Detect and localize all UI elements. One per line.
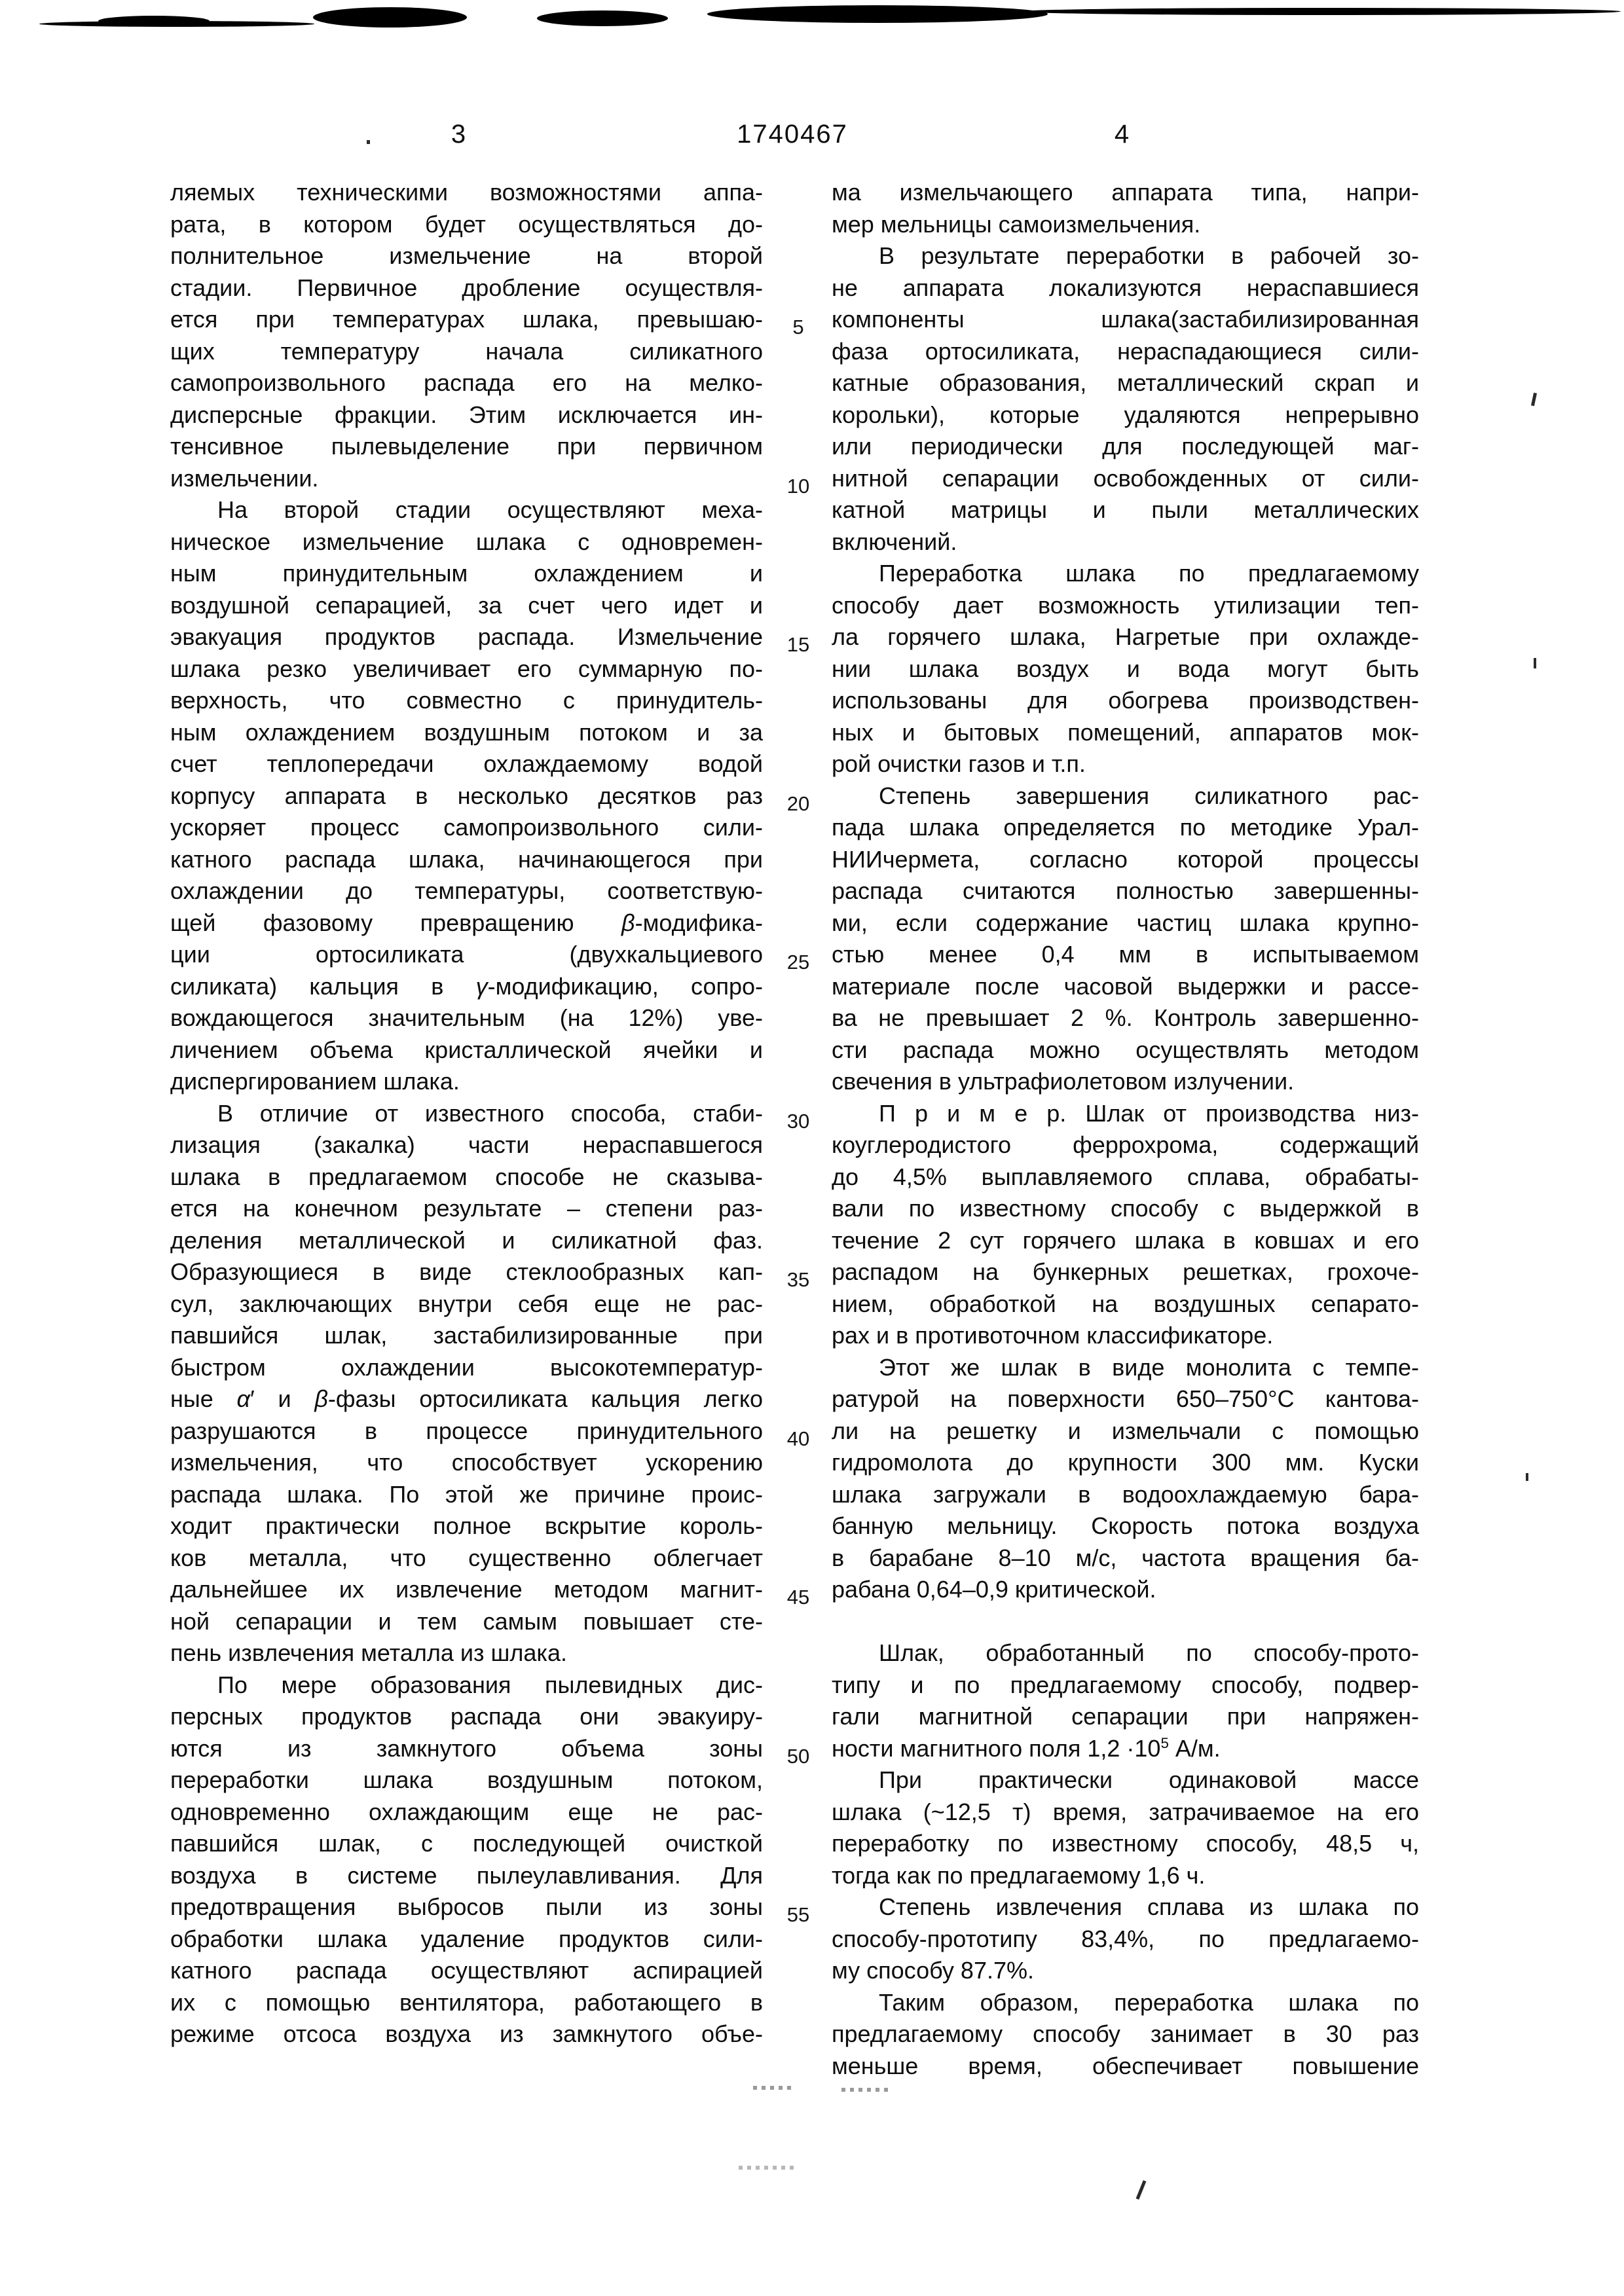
text-line: ных и бытовых помещений, аппаратов мок-: [832, 718, 1419, 746]
scan-dashes: [739, 2166, 796, 2170]
scan-smudge: [98, 16, 210, 26]
text-line: в барабане 8–10 м/с, частота вращения ба-: [832, 1544, 1419, 1571]
text-line: ляемых техническими возможностями аппа-: [170, 179, 763, 206]
text-line: до 4,5% выплавляемого сплава, обрабаты-: [832, 1163, 1419, 1190]
text-line: ускоряет процесс самопроизвольного сили-: [170, 814, 763, 841]
text-line: шлака резко увеличивает его суммарную по-: [170, 655, 763, 682]
text-line: тогда как по предлагаемому 1,6 ч.: [832, 1861, 1206, 1889]
text-line: ническое измельчение шлака с одновремен-: [170, 528, 763, 555]
text-line: пень извлечения металла из шлака.: [170, 1639, 567, 1666]
line-number: 15: [786, 633, 810, 656]
text-line: В отличие от известного способа, стаби-: [217, 1099, 763, 1127]
scan-speck: [1136, 2180, 1147, 2200]
text-line: катного распада шлака, начинающегося при: [170, 845, 763, 873]
text-line: ным принудительным охлаждением и: [170, 560, 763, 587]
text-line: рах и в противоточном классификаторе.: [832, 1322, 1274, 1349]
text-line: измельчения, что способствует ускорению: [170, 1449, 763, 1476]
text-line: ной сепарации и тем самым повышает сте-: [170, 1607, 763, 1635]
text-line: способу-прототипу 83,4%, по предлагаемо-: [832, 1925, 1419, 1952]
text-line: ются из замкнутого объема зоны: [170, 1734, 763, 1762]
text-line: верхность, что совместно с принудитель-: [170, 687, 763, 714]
page-number-left: 3: [451, 120, 466, 149]
text-line: или периодически для последующей маг-: [832, 433, 1419, 460]
text-line: мер мельницы самоизмельчения.: [832, 210, 1201, 238]
line-number: 10: [786, 474, 810, 498]
text-line: не аппарата локализуются нераспавшиеся: [832, 274, 1419, 301]
text-line: материале после часовой выдержки и рассе-: [832, 972, 1419, 1000]
text-line: воздушной сепарацией, за счет чего идет и: [170, 591, 763, 619]
text-line: нием, обработкой на воздушных сепарато-: [832, 1290, 1419, 1317]
text-line: катной матрицы и пыли металлических: [832, 496, 1419, 523]
text-line: катные образования, металлический скрап и: [832, 369, 1419, 396]
text-line: шлака (~12,5 т) время, затрачиваемое на его: [832, 1798, 1419, 1825]
text-line: самопроизвольного распада его на мелко-: [170, 369, 763, 396]
text-line: Шлак, обработанный по способу-прото-: [879, 1639, 1419, 1666]
text-line: охлаждении до температуры, соответствую-: [170, 877, 763, 904]
text-line: способу дает возможность утилизации теп-: [832, 591, 1419, 619]
text-line: катного распада осуществляют аспирацией: [170, 1957, 763, 1984]
text-line: рой очистки газов и т.п.: [832, 750, 1086, 777]
scan-speck: [1526, 1473, 1528, 1481]
text-line: шлака загружали в водоохлаждаемую бара-: [832, 1480, 1419, 1508]
text-line: рабана 0,64–0,9 критической.: [832, 1576, 1156, 1603]
text-line: вождающегося значительным (на 12%) уве-: [170, 1004, 763, 1031]
text-line: распада шлака. По этой же причине проис-: [170, 1480, 763, 1508]
text-line: шлака в предлагаемом способе не сказыва-: [170, 1163, 763, 1190]
scan-smudge: [707, 5, 1048, 23]
text-line: их с помощью вентилятора, работающего в: [170, 1988, 763, 2016]
scan-dashes: [753, 2086, 796, 2090]
text-line: ным охлаждением воздушным потоком и за: [170, 718, 763, 746]
line-number: 25: [786, 951, 810, 974]
text-line: П р и м е р. Шлак от производства низ-: [879, 1099, 1419, 1127]
text-line: щих температуру начала силикатного: [170, 337, 763, 365]
text-line: эвакуация продуктов распада. Измельчение: [170, 623, 763, 650]
text-line: ные α′ и β-фазы ортосиликата кальция легко: [170, 1385, 763, 1412]
text-line: Таким образом, переработка шлака по: [879, 1988, 1419, 2016]
text-line: полнительное измельчение на второй: [170, 242, 763, 269]
line-number: 20: [786, 792, 810, 815]
text-line: персных продуктов распада они эвакуиру-: [170, 1703, 763, 1730]
scan-smudge: [313, 7, 467, 27]
line-number: 35: [786, 1268, 810, 1291]
text-line: личением объема кристаллической ячейки и: [170, 1036, 763, 1063]
text-line: сти распада можно осуществлять методом: [832, 1036, 1419, 1063]
text-line: переработки шлака воздушным потоком,: [170, 1766, 763, 1793]
text-line: По мере образования пылевидных дис-: [217, 1671, 763, 1698]
text-line: гидромолота до крупности 300 мм. Куски: [832, 1449, 1419, 1476]
text-line: В результате переработки в рабочей зо-: [879, 242, 1419, 269]
text-line: использованы для обогрева производствен-: [832, 687, 1419, 714]
text-line: Степень завершения силикатного рас-: [879, 782, 1419, 809]
page-number-right: 4: [1114, 120, 1130, 149]
text-line: деления металлической и силикатной фаз.: [170, 1226, 763, 1254]
text-line: вали по известному способу с выдержкой в: [832, 1195, 1419, 1222]
text-line: типу и по предлагаемому способу, подвер-: [832, 1671, 1419, 1698]
text-line: При практически одинаковой массе: [879, 1766, 1419, 1793]
text-line: пада шлака определяется по методике Урал-: [832, 814, 1419, 841]
text-line: воздуха в системе пылеулавливания. Для: [170, 1861, 763, 1889]
text-line: одновременно охлаждающим еще не рас-: [170, 1798, 763, 1825]
line-number: 5: [792, 316, 804, 338]
scan-speck: [367, 140, 370, 144]
line-number: 30: [786, 1109, 810, 1133]
scan-smudge: [537, 10, 668, 26]
right-column: [832, 177, 1419, 2082]
text-line: ности магнитного поля $1,2 \cdot 10^5$ А/м.: [832, 1734, 1221, 1762]
text-line: гали магнитной сепарации при напряжен-: [832, 1703, 1419, 1730]
text-line: ми, если содержание частиц шлака крупно-: [832, 909, 1419, 936]
text-line: распада считаются полностью завершенны-: [832, 877, 1419, 904]
text-line: ется на конечном результате – степени раз-: [170, 1195, 763, 1222]
text-line: павшийся шлак, с последующей очисткой: [170, 1830, 763, 1857]
text-line: рата, в котором будет осуществляться до-: [170, 210, 763, 238]
text-line: му способу 87.7%.: [832, 1957, 1035, 1984]
text-line: течение 2 сут горячего шлака в ковшах и его: [832, 1226, 1419, 1254]
text-line: банную мельницу. Скорость потока воздуха: [832, 1512, 1419, 1539]
line-number: 50: [786, 1744, 810, 1768]
text-line: быстром охлаждении высокотемператур-: [170, 1353, 763, 1381]
text-line: тенсивное пылевыделение при первичном: [170, 433, 763, 460]
line-number: 45: [786, 1586, 810, 1609]
text-line: компоненты шлака(застабилизированная: [832, 306, 1419, 333]
blank-line: [832, 1606, 1419, 1638]
text-line: стью менее 0,4 мм в испытываемом: [832, 941, 1419, 968]
text-line: Переработка шлака по предлагаемому: [879, 560, 1419, 587]
text-line: сул, заключающих внутри себя еще не рас-: [170, 1290, 763, 1317]
text-line: ков металла, что существенно облегчает: [170, 1544, 763, 1571]
text-line: предотвращения выбросов пыли из зоны: [170, 1893, 763, 1920]
text-line: нитной сепарации освобожденных от сили-: [832, 464, 1419, 492]
text-line: разрушаются в процессе принудительного: [170, 1417, 763, 1444]
text-line: НИИчермета, согласно которой процессы: [832, 845, 1419, 873]
text-line: дальнейшее их извлечение методом магнит-: [170, 1576, 763, 1603]
text-line: павшийся шлак, застабилизированные при: [170, 1322, 763, 1349]
text-line: нии шлака воздух и вода могут быть: [832, 655, 1419, 682]
text-line: Этот же шлак в виде монолита с темпе-: [879, 1353, 1419, 1381]
text-line: лизация (закалка) части нераспавшегося: [170, 1131, 763, 1158]
text-line: меньше время, обеспечивает повышение: [832, 2052, 1419, 2079]
text-line: диспергированием шлака.: [170, 1068, 460, 1095]
text-line: силиката) кальция в γ-модификацию, сопро-: [170, 972, 763, 1000]
text-line: Образующиеся в виде стеклообразных кап-: [170, 1258, 763, 1285]
text-line: ратурой на поверхности 650–750°С кантова-: [832, 1385, 1419, 1412]
text-line: щей фазовому превращению β-модифика-: [170, 909, 763, 936]
scan-dashes: [841, 2088, 893, 2092]
text-line: счет теплопередачи охлаждаемому водой: [170, 750, 763, 777]
text-line: ва не превышает 2 %. Контроль завершенно-: [832, 1004, 1419, 1031]
text-line: измельчении.: [170, 464, 319, 492]
text-line: распадом на бункерных решетках, грохоче-: [832, 1258, 1419, 1285]
text-line: переработку по известному способу, 48,5 ч,: [832, 1830, 1419, 1857]
text-line: корольки), которые удаляются непрерывно: [832, 401, 1419, 428]
text-line: коуглеродистого феррохрома, содержащий: [832, 1131, 1419, 1158]
text-line: предлагаемому способу занимает в 30 раз: [832, 2020, 1419, 2047]
scan-speck: [1534, 658, 1536, 668]
text-line: обработки шлака удаление продуктов сили-: [170, 1925, 763, 1952]
scan-smudge: [1022, 8, 1621, 15]
text-line: ется при температурах шлака, превышаю-: [170, 306, 763, 333]
patent-number: 1740467: [737, 120, 848, 149]
text-line: фаза ортосиликата, нераспадающиеся сили-: [832, 337, 1419, 365]
line-number: 55: [786, 1903, 810, 1926]
text-line: корпусу аппарата в несколько десятков раз: [170, 782, 763, 809]
text-line: На второй стадии осуществляют меха-: [217, 496, 763, 523]
text-line: стадии. Первичное дробление осуществля-: [170, 274, 763, 301]
text-line: ходит практически полное вскрытие король-: [170, 1512, 763, 1539]
text-line: ма измельчающего аппарата типа, напри-: [832, 179, 1419, 206]
text-line: режиме отсоса воздуха из замкнутого объе-: [170, 2020, 763, 2047]
text-line: свечения в ультрафиолетовом излучении.: [832, 1068, 1295, 1095]
left-column: [170, 177, 763, 2050]
text-line: ции ортосиликата (двухкальциевого: [170, 941, 763, 968]
text-line: Степень извлечения сплава из шлака по: [879, 1893, 1419, 1920]
text-line: включений.: [832, 528, 957, 555]
text-line: дисперсные фракции. Этим исключается ин-: [170, 401, 763, 428]
text-line: ла горячего шлака, Нагретые при охлажде-: [832, 623, 1419, 650]
line-number: 40: [786, 1427, 810, 1450]
text-line: ли на решетку и измельчали с помощью: [832, 1417, 1419, 1444]
scan-speck: [1531, 393, 1537, 407]
